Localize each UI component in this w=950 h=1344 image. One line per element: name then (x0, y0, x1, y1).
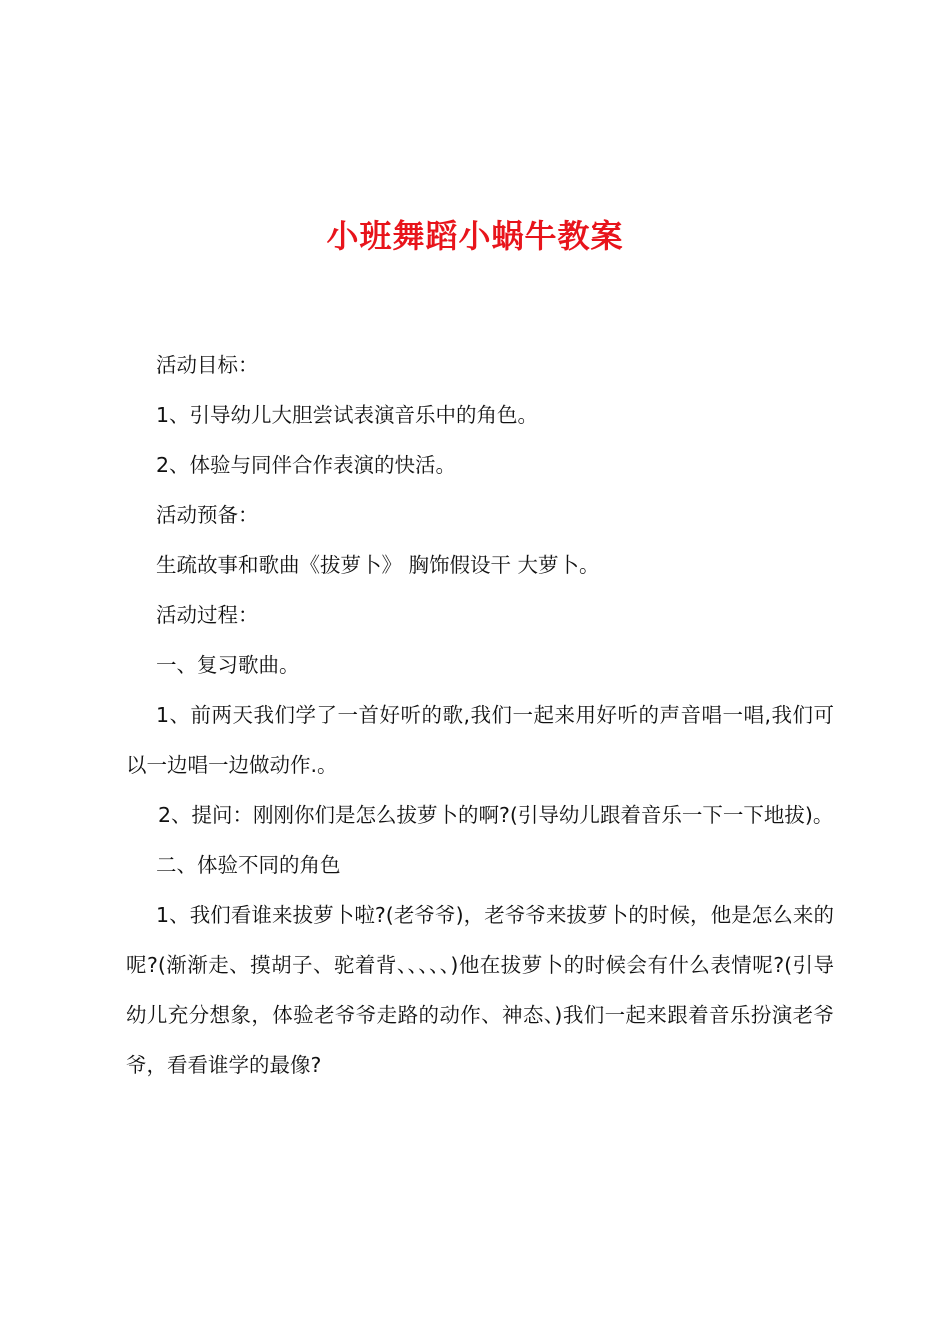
paragraph-preparation-heading: 活动预备： (156, 503, 259, 527)
paragraph-section-2-heading: 二、体验不同的角色 (156, 853, 341, 877)
document-body (126, 340, 834, 1090)
paragraph-section-1-heading: 一、复习歌曲。 (156, 653, 300, 677)
paragraph-section-2-step-1: 1、我们看谁来拔萝卜啦?(老爷爷)，老爷爷来拔萝卜的时候，他是怎么来的呢?(渐渐走、摸胡子、驼着背、、、、、)他在拔萝卜的时候会有什么表情呢?(引导幼儿充分想象，体验老爷爷走路的动作、神态、)我们一起来跟着音乐扮演老爷爷，看看谁学的最像? (126, 903, 834, 1077)
paragraph-section-1-step-2: 2、提问：刚刚你们是怎么拔萝卜的啊?(引导幼儿跟着音乐一下一下地拔)。 (158, 803, 834, 827)
document-title: 小班舞蹈小蜗牛教案 (326, 217, 624, 255)
paragraph-goal-1: 1、引导幼儿大胆尝试表演音乐中的角色。 (156, 403, 539, 427)
paragraph-process-heading: 活动过程： (156, 603, 259, 627)
paragraph-goal-2: 2、体验与同伴合作表演的快活。 (156, 453, 457, 477)
paragraph-activity-goals-heading: 活动目标： (156, 353, 259, 377)
paragraph-section-1-step-1: 1、前两天我们学了一首好听的歌,我们一起来用好听的声音唱一唱,我们可以一边唱一边做动作.。 (126, 703, 834, 777)
paragraph-preparation-items: 生疏故事和歌曲《拔萝卜》 胸饰假设干 大萝卜。 (156, 553, 600, 577)
